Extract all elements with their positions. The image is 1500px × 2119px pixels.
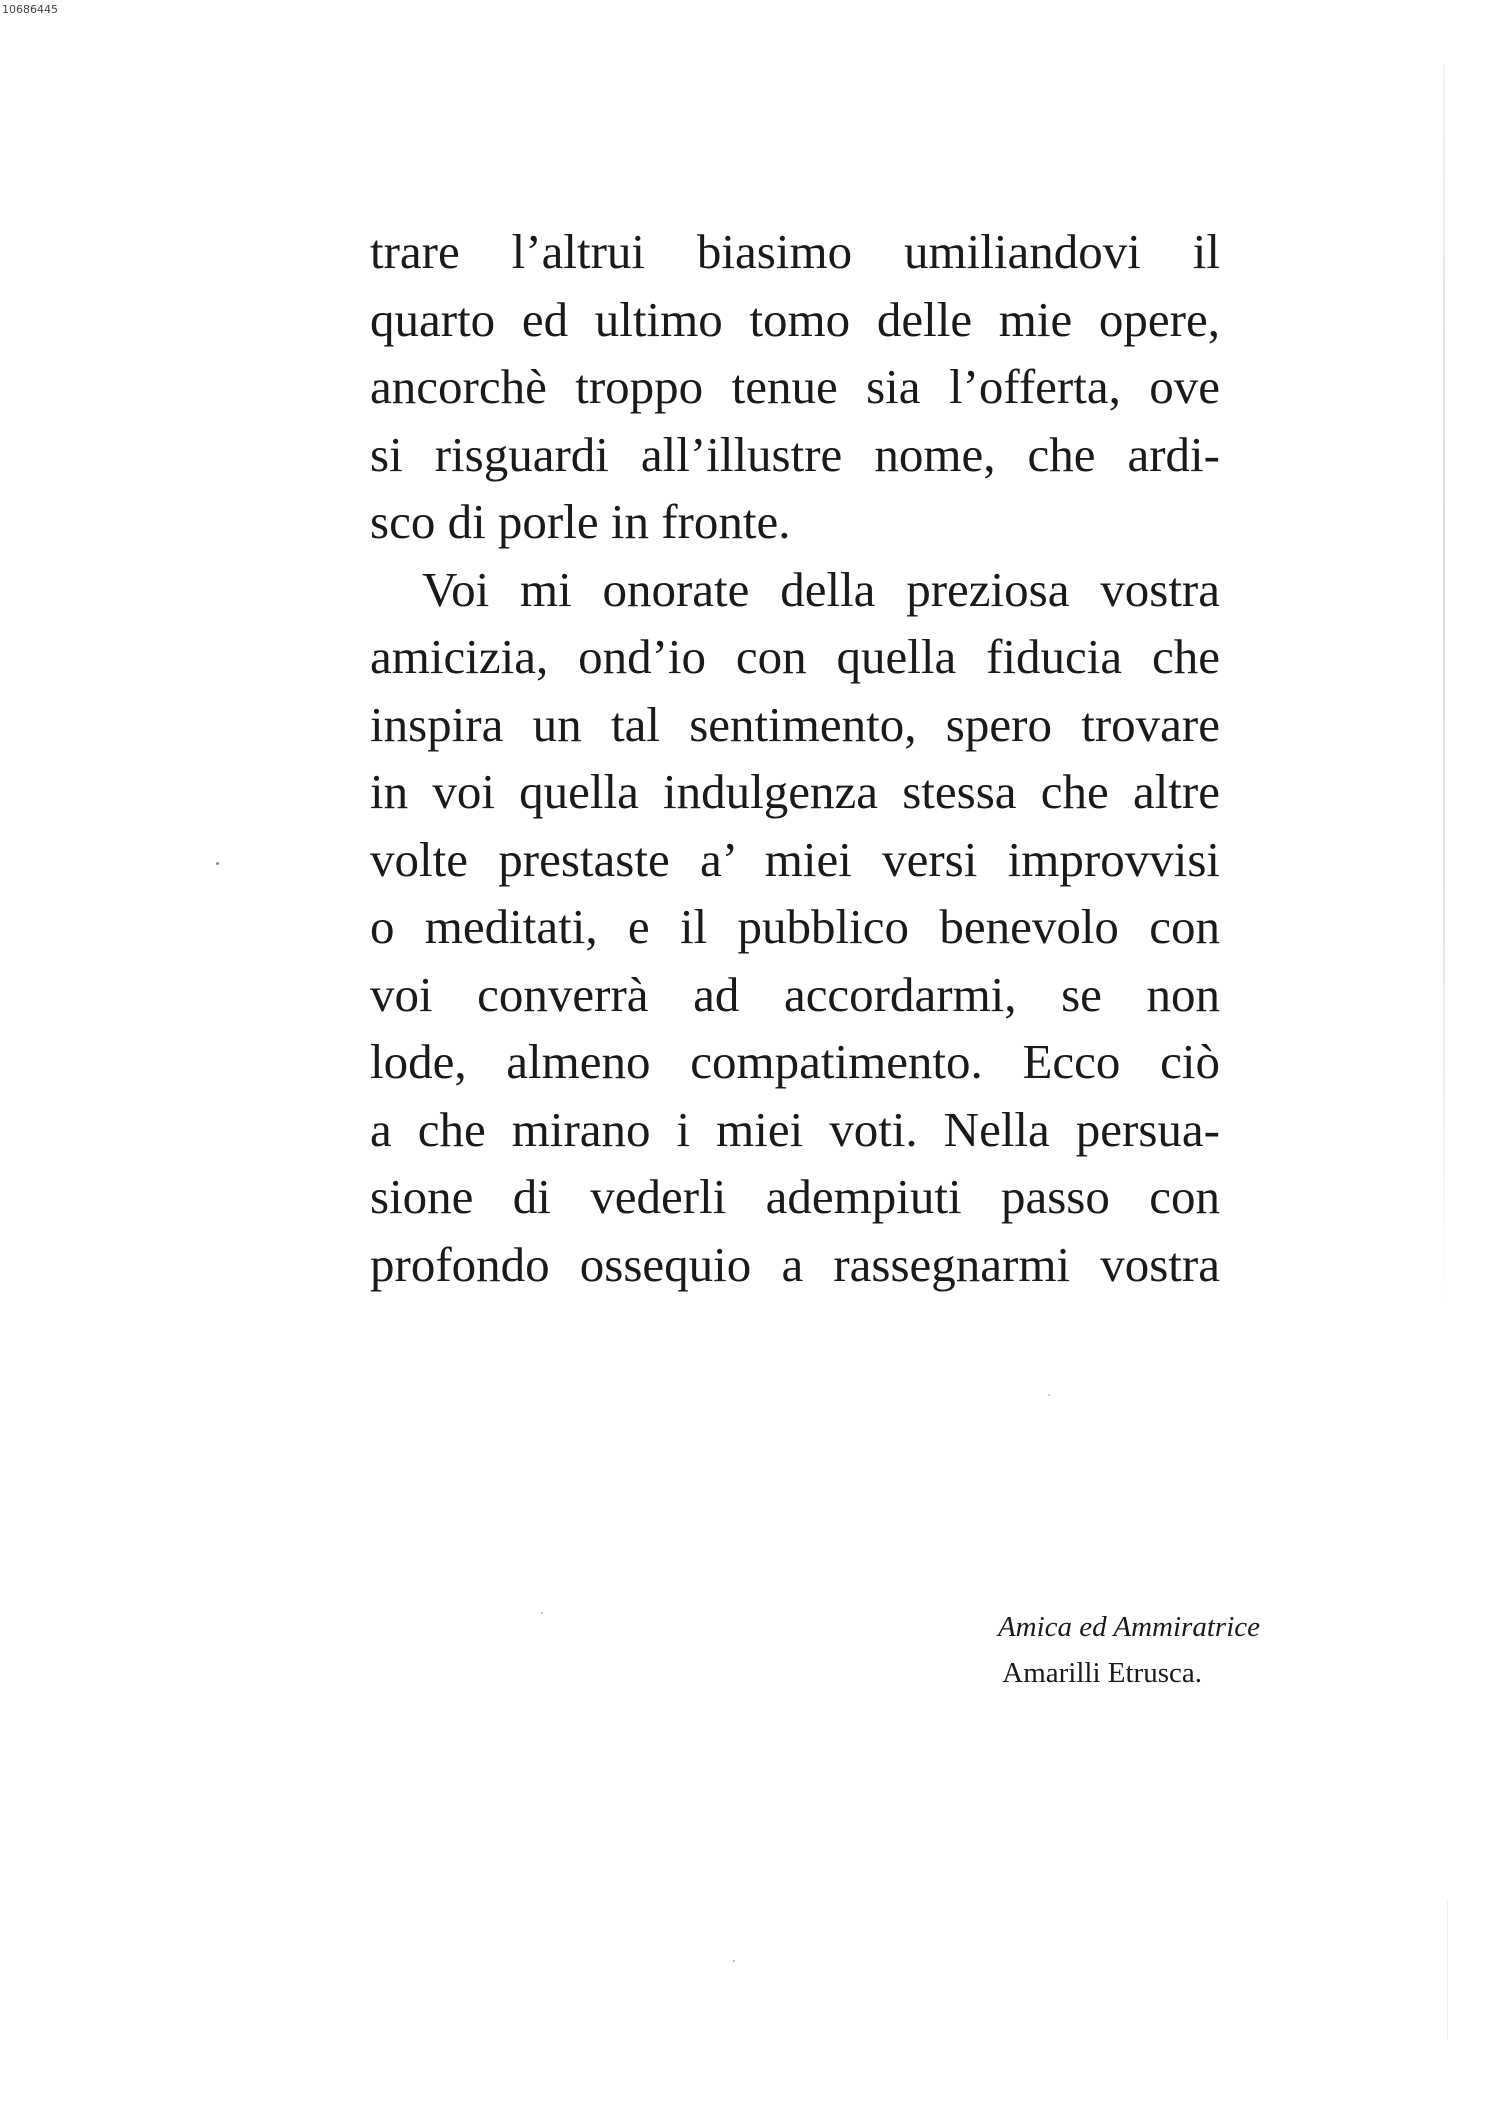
text-line: lode, almeno compatimento. Ecco ciò — [370, 1034, 1220, 1089]
text-line: ancorchè troppo tenue sia l’offerta, ove — [370, 359, 1220, 414]
text-line: si risguardi all’illustre nome, che ardi- — [370, 426, 1220, 482]
signature-block — [860, 1604, 1260, 1696]
paragraph-start-line: Voi mi onorate della preziosa vostra — [422, 561, 1220, 617]
paper-speck — [216, 862, 219, 865]
text-line: quarto ed ultimo tomo delle mie opere, — [370, 291, 1220, 347]
text-line: amicizia, ond’io con quella fiducia che — [370, 629, 1220, 684]
body-text — [370, 218, 1220, 1298]
signature-closing: Amica ed Ammiratrice — [997, 1611, 1260, 1643]
paper-speck — [1048, 1394, 1050, 1396]
text-line: profondo ossequio a rassegnarmi vostra — [370, 1236, 1220, 1292]
page-edge-shadow — [1443, 65, 1445, 1305]
paper-speck — [733, 1960, 735, 1962]
text-line: a che mirano i miei voti. Nella persua- — [370, 1101, 1220, 1157]
text-line: sco di porle in fronte. — [370, 494, 791, 549]
paper-speck — [541, 1612, 543, 1614]
text-line: sione di vederli adempiuti passo con — [370, 1169, 1220, 1224]
page-edge-shadow-lower — [1447, 1900, 1448, 2040]
text-line: in voi quella indulgenza stessa che altre — [370, 764, 1220, 819]
text-line: trare l’altrui biasimo umiliandovi il — [370, 224, 1220, 279]
text-line: inspira un tal sentimento, spero trovare — [370, 696, 1220, 752]
text-line: o meditati, e il pubblico benevolo con — [370, 899, 1220, 954]
page-id-label: 10686445 — [2, 3, 58, 16]
text-line: volte prestaste a’ miei versi improvvisi — [370, 831, 1220, 887]
text-line: voi converrà ad accordarmi, se non — [370, 966, 1220, 1022]
signature-name: Amarilli Etrusca. — [1002, 1657, 1202, 1689]
